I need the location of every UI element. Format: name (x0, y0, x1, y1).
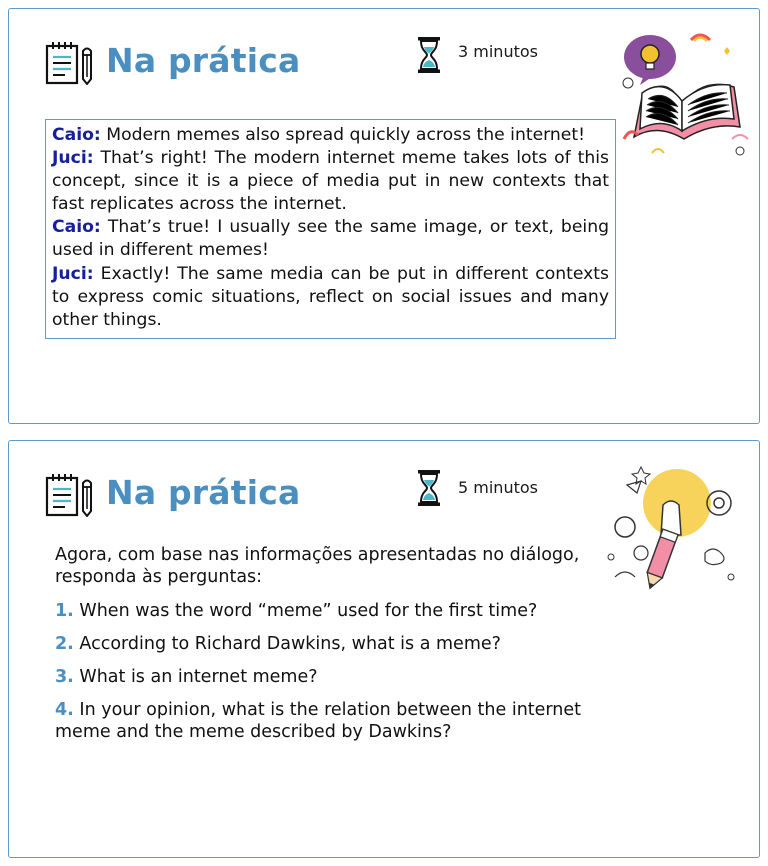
question-item (55, 666, 615, 688)
speaker-name: Caio: (52, 217, 101, 238)
question-number: 3. (55, 667, 74, 687)
speaker-name: Caio: (52, 125, 101, 145)
dialogue-line (52, 216, 609, 262)
speaker-name: Juci: (52, 148, 94, 169)
lightbulb-pencil-illustration (601, 457, 741, 597)
question-text: What is an internet meme? (79, 667, 318, 687)
dialogue-text: Modern memes also spread quickly across the internet! (106, 125, 586, 145)
activity-card-2 (8, 440, 760, 858)
open-book-illustration (612, 27, 754, 167)
notebook-pencil-icon (45, 41, 97, 85)
question-number: 2. (55, 634, 74, 654)
dialogue-text: That’s right! The modern internet meme takes lots of this concept, since it is a piece of media put in new contexts that fast replicates across the internet. (52, 148, 609, 215)
question-item (55, 699, 615, 743)
question-number: 4. (55, 700, 74, 720)
speaker-name: Juci: (52, 263, 94, 284)
dialogue-line (52, 263, 609, 332)
question-item (55, 633, 615, 655)
notebook-pencil-icon (45, 473, 97, 517)
duration-label: 5 minutos (458, 478, 538, 497)
question-number: 1. (55, 601, 74, 621)
dialogue-text: Exactly! The same media can be put in different contexts to express comic situations, reflect on social issues and many other things. (52, 263, 609, 330)
question-item (55, 600, 615, 622)
duration-label: 3 minutos (458, 42, 538, 61)
hourglass-icon (416, 469, 442, 507)
dialogue-line (52, 147, 609, 216)
section-title: Na prática (106, 473, 301, 512)
instructions-text: Agora, com base nas informações apresentadas no diálogo, responda às perguntas: (55, 545, 580, 587)
dialogue-text: That’s true! I usually see the same image, or text, being used in different memes! (52, 217, 609, 261)
question-text: According to Richard Dawkins, what is a meme? (79, 634, 501, 654)
hourglass-icon (416, 36, 442, 74)
section-title: Na prática (106, 41, 301, 80)
dialogue-line (52, 124, 609, 147)
question-text: When was the word “meme” used for the first time? (79, 601, 538, 621)
dialogue-box (45, 119, 616, 339)
activity-card-1 (8, 8, 760, 424)
question-text: In your opinion, what is the relation between the internet meme and the meme described by Dawkins? (55, 700, 582, 742)
